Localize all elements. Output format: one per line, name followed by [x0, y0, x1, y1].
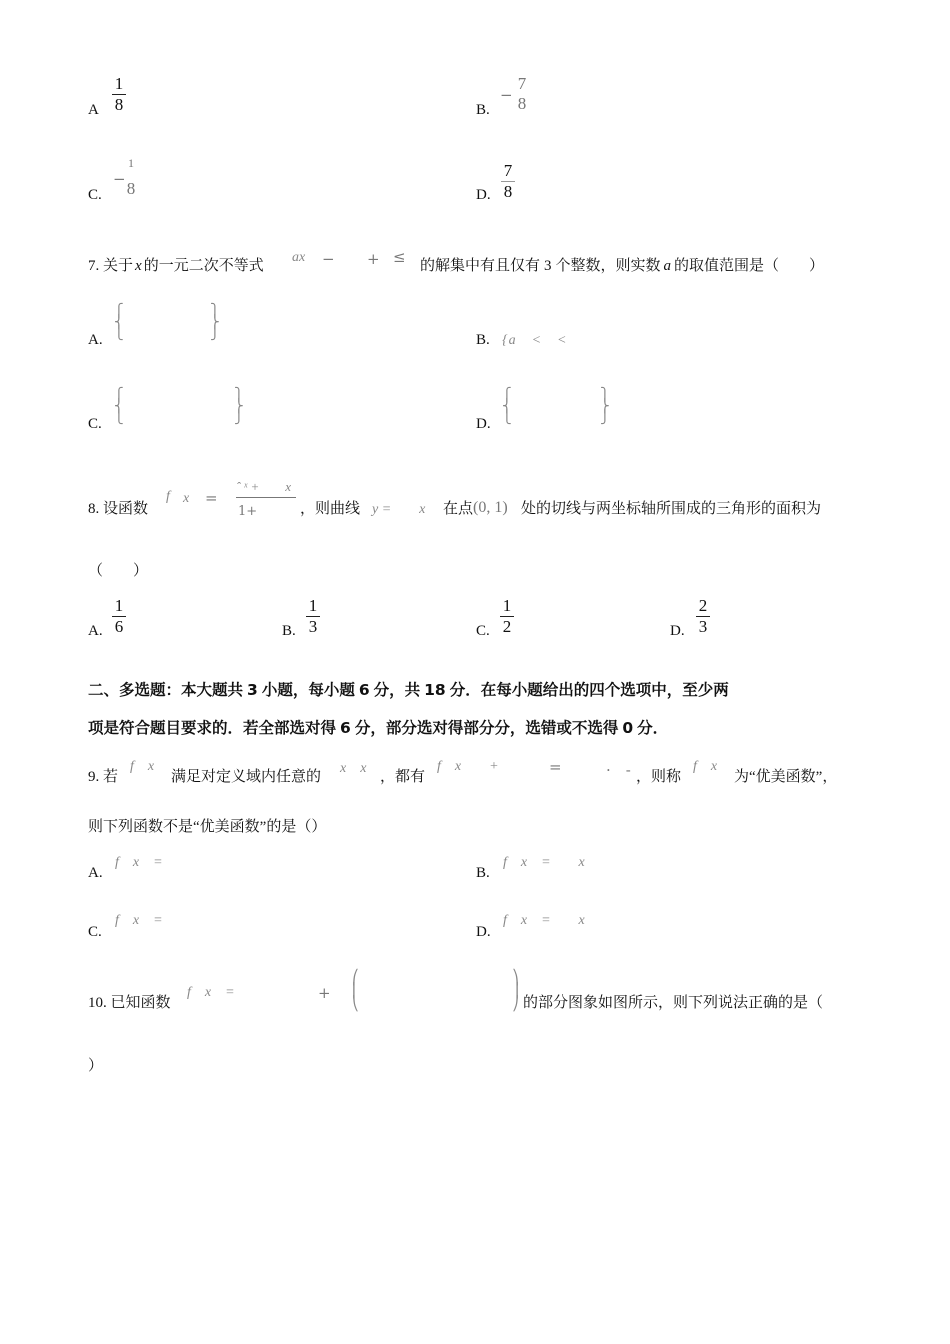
- q7-var-x: x: [135, 258, 142, 274]
- q6-b-denominator: 8: [517, 94, 527, 113]
- q6-d-denominator: 8: [503, 182, 513, 201]
- q9-option-c-label[interactable]: C.: [88, 924, 102, 940]
- q8-f: f: [166, 489, 170, 504]
- q8-a-numerator: 1: [114, 596, 124, 615]
- q9-eq: =: [549, 758, 562, 776]
- q6-option-b-fraction: [515, 75, 529, 113]
- q7-d-right-brace: ⎫ ⎬ ⎭: [600, 388, 610, 425]
- q7-d-left-brace: ⎧ ⎨ ⎩: [502, 388, 512, 425]
- q8-b-denominator: 3: [308, 617, 318, 636]
- q6-a-numerator: 1: [114, 74, 124, 93]
- q9-text-pre: 若: [103, 769, 119, 785]
- q7-text-post3: 的取值范围是（ ）: [674, 258, 825, 274]
- section2-heading-line2: [88, 721, 668, 737]
- q8-option-b-fraction: [306, 597, 320, 636]
- section2-l2-a: 项是符合题目要求的．若全部选对得: [88, 719, 337, 737]
- q8-text-post: 处的切线与两坐标轴所围成的三角形的面积为: [521, 501, 822, 517]
- q10-close: ）: [88, 1058, 104, 1074]
- q8-option-c-fraction: [500, 597, 514, 636]
- q7-a-right-brace: ⎫ ⎬ ⎭: [210, 304, 220, 341]
- q7-option-b-label[interactable]: B.: [476, 332, 490, 348]
- q6-option-a-label[interactable]: A: [88, 102, 99, 118]
- q6-option-d-fraction: [501, 162, 515, 201]
- q7-text-mid: 的一元二次不等式: [143, 258, 264, 274]
- q7-a-left-brace: ⎧ ⎨ ⎩: [114, 304, 124, 341]
- q6-c-denominator: 8: [126, 179, 136, 198]
- q8-c-denominator: 2: [502, 617, 512, 636]
- section2-heading-line1: [88, 683, 729, 699]
- q8-option-b-label[interactable]: B.: [282, 623, 296, 639]
- q7-stem: [88, 259, 264, 274]
- q9-f2: f x +: [437, 759, 499, 774]
- q8-option-a-label[interactable]: A.: [88, 623, 103, 639]
- q6-option-a-fraction: [112, 75, 126, 114]
- q8-paren: （ ）: [88, 563, 149, 579]
- q7-num3: 3: [544, 258, 552, 274]
- q7-c-left-brace: ⎧ ⎨ ⎩: [114, 388, 124, 425]
- q6-c-sign: −: [113, 170, 126, 188]
- q8-option-d-fraction: [696, 597, 710, 636]
- q9-start: [88, 770, 118, 785]
- q7-text-post1: 的解集中有且仅有: [420, 258, 541, 274]
- section2-l1-d: 分．在每小题给出的四个选项中，至少两: [449, 681, 729, 699]
- q7-b-content: {a < <: [502, 333, 568, 348]
- q10-start: [88, 996, 171, 1011]
- section2-l1-a: 二、多选题：本大题共: [88, 681, 244, 699]
- q6-option-c-fraction: [125, 156, 137, 198]
- q9-c-expr: f x =: [115, 913, 163, 928]
- q8-d-denominator: 3: [698, 617, 708, 636]
- section2-l1-n3: 18: [424, 681, 446, 699]
- q7-inequality-ax: ax: [292, 250, 306, 265]
- q6-a-denominator: 8: [114, 95, 124, 114]
- q9-text-a: 满足对定义域内任意的: [171, 769, 322, 785]
- q9-line2: 则下列函数不是“优美函数”的是（）: [88, 819, 327, 835]
- q8-text-mid: ，则曲线: [300, 501, 361, 517]
- q7-text-pre: 关于: [103, 258, 134, 274]
- q9-text-c: ，则称: [636, 769, 682, 785]
- q7-option-c-label[interactable]: C.: [88, 416, 102, 432]
- q9-xs: x x: [340, 761, 367, 776]
- q6-c-numerator: 1: [128, 156, 134, 170]
- q9-option-d-label[interactable]: D.: [476, 924, 491, 940]
- q9-text-b: ，都有: [380, 769, 426, 785]
- q8-d-numerator: 2: [698, 596, 708, 615]
- q8-text-pre: 设函数: [103, 501, 149, 517]
- q6-b-numerator: 7: [517, 74, 527, 93]
- q8-x: x: [183, 491, 190, 506]
- q7-c-right-brace: ⎫ ⎬ ⎭: [234, 388, 244, 425]
- q9-d-expr: f x = x: [503, 913, 585, 928]
- section2-l2-b: 分，部分选对得部分分，选错或不选得: [354, 719, 619, 737]
- q10-text-post: 的部分图象如图所示，则下列说法正确的是（: [523, 995, 824, 1011]
- q10-right-paren: ⎞ ⎟ ⎠: [512, 970, 519, 1012]
- q9-number: 9.: [88, 769, 100, 785]
- q8-option-d-label[interactable]: D.: [670, 623, 685, 639]
- q10-fexpr: f x =: [187, 985, 235, 1000]
- q7-inequality-le: ≤: [393, 248, 406, 266]
- q7-stem-tail: [420, 259, 824, 274]
- q6-option-d-label[interactable]: D.: [476, 187, 491, 203]
- q7-option-d-label[interactable]: D.: [476, 416, 491, 432]
- q8-eq: =: [205, 489, 218, 507]
- section2-l2-n1: 6: [340, 719, 351, 737]
- q10-plus: +: [318, 984, 331, 1002]
- q7-text-post2: 个整数，则实数: [555, 258, 661, 274]
- q6-option-b-label[interactable]: B.: [476, 102, 490, 118]
- q8-fraction-bottom: 1+: [238, 504, 258, 519]
- section2-l1-n1: 3: [247, 681, 258, 699]
- q10-number: 10.: [88, 995, 107, 1011]
- q8-number: 8.: [88, 501, 100, 517]
- q6-option-c-label[interactable]: C.: [88, 187, 102, 203]
- q8-fraction-top: ˆ ˣ + x: [236, 479, 292, 494]
- q8-point: (0, 1): [473, 499, 508, 516]
- q8-c-numerator: 1: [502, 596, 512, 615]
- q9-f1: f x: [130, 759, 155, 774]
- section2-l2-c: 分．: [637, 719, 669, 737]
- q7-inequality-plus: +: [367, 250, 380, 268]
- q8-option-c-label[interactable]: C.: [476, 623, 490, 639]
- q7-var-a: a: [663, 258, 672, 274]
- section2-l1-c: 分，共: [373, 681, 421, 699]
- q9-text-d: 为“优美函数”，: [734, 769, 838, 785]
- section2-l2-n2: 0: [622, 719, 634, 737]
- q9-dots: · -: [606, 761, 631, 779]
- q8-stem-start: [88, 502, 148, 517]
- q8-a-denominator: 6: [114, 617, 124, 636]
- section2-l1-n2: 6: [358, 681, 370, 699]
- q8-option-a-fraction: [112, 597, 126, 636]
- q6-b-sign: −: [500, 86, 513, 104]
- q9-b-expr: f x = x: [503, 855, 585, 870]
- q9-option-a-label[interactable]: A.: [88, 865, 103, 881]
- q9-f3: f x: [693, 759, 718, 774]
- q8-b-numerator: 1: [308, 596, 318, 615]
- q9-option-b-label[interactable]: B.: [476, 865, 490, 881]
- q6-d-numerator: 7: [503, 161, 513, 180]
- q7-number: 7.: [88, 258, 100, 274]
- section2-l1-b: 小题，每小题: [261, 681, 355, 699]
- q7-option-a-label[interactable]: A.: [88, 332, 103, 348]
- q10-text-pre: 已知函数: [110, 995, 171, 1011]
- q8-text-point: 在点: [443, 501, 474, 517]
- q10-left-paren: ⎛ ⎜ ⎝: [352, 970, 359, 1012]
- q9-a-expr: f x =: [115, 855, 163, 870]
- q7-inequality-minus: −: [322, 250, 335, 268]
- q8-fraction-bar: [236, 497, 296, 498]
- q8-curve: y = x: [372, 502, 426, 517]
